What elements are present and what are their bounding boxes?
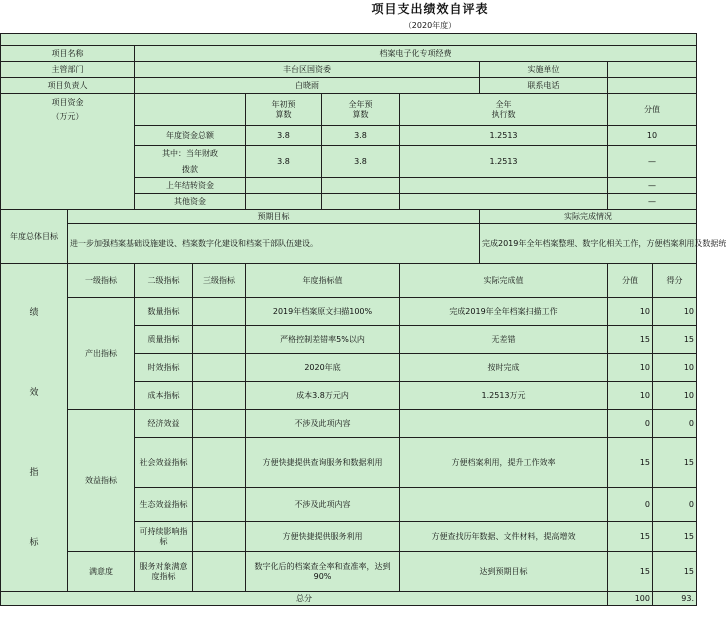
row-goal-content bbox=[1, 224, 697, 264]
funds-label bbox=[1, 94, 135, 210]
manager-value: 白晓雨 bbox=[135, 78, 480, 94]
weight-header: 分值 bbox=[608, 264, 653, 298]
row-project-name bbox=[1, 46, 697, 62]
ind-weight: 0 bbox=[608, 488, 653, 522]
department-value: 丰台区国资委 bbox=[135, 62, 480, 78]
funds-label-line1: 项目资金 bbox=[51, 98, 84, 107]
ind-actual: 方便查找历年数据、文件材料，提高增效 bbox=[400, 522, 608, 552]
indicator-row bbox=[1, 298, 697, 326]
manager-label: 项目负责人 bbox=[1, 78, 135, 94]
carryover-exec bbox=[400, 178, 608, 194]
spacer bbox=[1, 34, 697, 46]
ind-score: 15 bbox=[653, 326, 697, 354]
indicator-row bbox=[1, 410, 697, 438]
project-name-label: 项目名称 bbox=[1, 46, 135, 62]
ind-l2: 成本指标 bbox=[135, 382, 193, 410]
ind-score: 10 bbox=[653, 354, 697, 382]
expected-goal-text: 进一步加强档案基础设施建设、档案数字化建设和档案干部队伍建设。 bbox=[68, 224, 480, 264]
ind-l2: 质量指标 bbox=[135, 326, 193, 354]
carryover-label: 上年结转资金 bbox=[135, 178, 246, 194]
lvl3-header: 三级指标 bbox=[193, 264, 246, 298]
year-start-header bbox=[246, 94, 322, 126]
ind-l2: 可持续影响指标 bbox=[135, 522, 193, 552]
total-exec: 1.2513 bbox=[400, 126, 608, 146]
ind-l2: 数量指标 bbox=[135, 298, 193, 326]
ind-weight: 15 bbox=[608, 326, 653, 354]
carryover-year-start bbox=[246, 178, 322, 194]
other-funds-label: 其他资金 bbox=[135, 194, 246, 210]
row-department bbox=[1, 62, 697, 78]
lvl2-header: 二级指标 bbox=[135, 264, 193, 298]
fiscal-exec: 1.2513 bbox=[400, 146, 608, 178]
fiscal-full-year: 3.8 bbox=[322, 146, 400, 178]
total-weight: 100 bbox=[608, 592, 653, 606]
total-score: 93. bbox=[653, 592, 697, 606]
phone-value bbox=[608, 78, 697, 94]
ind-actual: 方便档案利用，提升工作效率 bbox=[400, 438, 608, 488]
ind-l2: 经济效益 bbox=[135, 410, 193, 438]
department-label: 主管部门 bbox=[1, 62, 135, 78]
ind-weight: 15 bbox=[608, 522, 653, 552]
ind-weight: 10 bbox=[608, 354, 653, 382]
report-year: （2020年度） bbox=[403, 21, 457, 30]
ind-actual bbox=[400, 488, 608, 522]
other-exec bbox=[400, 194, 608, 210]
project-name-value: 档案电子化专项经费 bbox=[135, 46, 697, 62]
row-total bbox=[1, 592, 697, 606]
ind-score: 10 bbox=[653, 382, 697, 410]
row-funds-header bbox=[1, 94, 697, 126]
satisfaction-label: 满意度 bbox=[68, 552, 135, 592]
full-year-line1: 全年预 bbox=[348, 99, 373, 109]
ind-score: 15 bbox=[653, 438, 697, 488]
ind-score: 10 bbox=[653, 298, 697, 326]
annual-goal-label: 年度总体目标 bbox=[1, 210, 68, 264]
exec-line2: 执行数 bbox=[491, 109, 516, 119]
funds-label-line2: （万元） bbox=[51, 112, 84, 121]
full-year-header bbox=[322, 94, 400, 126]
ind-target: 2020年底 bbox=[246, 354, 400, 382]
effect-indicator-label: 效益指标 bbox=[68, 410, 135, 552]
ind-l2: 生态效益指标 bbox=[135, 488, 193, 522]
ind-l3 bbox=[193, 438, 246, 488]
ind-actual: 按时完成 bbox=[400, 354, 608, 382]
ind-weight: 15 bbox=[608, 438, 653, 488]
implementer-value bbox=[608, 62, 697, 78]
ind-score: 0 bbox=[653, 410, 697, 438]
row-indicator-header bbox=[1, 264, 697, 298]
ind-actual: 完成2019年全年档案扫描工作 bbox=[400, 298, 608, 326]
row-manager bbox=[1, 78, 697, 94]
ind-label-1: 绩 bbox=[29, 307, 39, 318]
ind-l3 bbox=[193, 382, 246, 410]
ind-score: 15 bbox=[653, 522, 697, 552]
fiscal-label bbox=[135, 146, 246, 178]
indicator-row bbox=[1, 552, 697, 592]
fiscal-year-start: 3.8 bbox=[246, 146, 322, 178]
other-score: — bbox=[608, 194, 697, 210]
annual-value-header: 年度指标值 bbox=[246, 264, 400, 298]
ind-target: 方便快捷提供服务利用 bbox=[246, 522, 400, 552]
total-year-start: 3.8 bbox=[246, 126, 322, 146]
ind-target: 不涉及此项内容 bbox=[246, 410, 400, 438]
ind-l3 bbox=[193, 552, 246, 592]
ind-l3 bbox=[193, 298, 246, 326]
ind-label-4: 标 bbox=[29, 537, 39, 548]
actual-status-header: 实际完成情况 bbox=[480, 210, 697, 224]
ind-l3 bbox=[193, 354, 246, 382]
ind-target: 成本3.8万元内 bbox=[246, 382, 400, 410]
total-full-year: 3.8 bbox=[322, 126, 400, 146]
ind-weight: 10 bbox=[608, 298, 653, 326]
other-full-year bbox=[322, 194, 400, 210]
implementer-label: 实施单位 bbox=[480, 62, 608, 78]
year-start-line2: 算数 bbox=[275, 109, 292, 119]
ind-l3 bbox=[193, 326, 246, 354]
fiscal-line2: 拨款 bbox=[182, 164, 198, 174]
ind-target: 2019年档案原文扫描100% bbox=[246, 298, 400, 326]
fiscal-score: — bbox=[608, 146, 697, 178]
actual-value-header: 实际完成值 bbox=[400, 264, 608, 298]
ind-actual: 达到预期目标 bbox=[400, 552, 608, 592]
spacer-row bbox=[1, 34, 697, 46]
output-indicator-label: 产出指标 bbox=[68, 298, 135, 410]
ind-weight: 10 bbox=[608, 382, 653, 410]
ind-score: 0 bbox=[653, 488, 697, 522]
phone-label: 联系电话 bbox=[480, 78, 608, 94]
other-year-start bbox=[246, 194, 322, 210]
ind-l3 bbox=[193, 410, 246, 438]
row-goal-header bbox=[1, 210, 697, 224]
fiscal-line1: 其中：当年财政 bbox=[162, 148, 218, 158]
actual-status-text: 完成2019年全年档案整理、数字化相关工作，方便档案利用及数据统 bbox=[480, 224, 697, 264]
ind-label-3: 指 bbox=[29, 467, 39, 478]
report-title: 项目支出绩效自评表 bbox=[371, 2, 489, 16]
ind-l2: 社会效益指标 bbox=[135, 438, 193, 488]
indicator-side-label bbox=[1, 264, 68, 592]
ind-score: 15 bbox=[653, 552, 697, 592]
carryover-full-year bbox=[322, 178, 400, 194]
ind-actual: 1.2513万元 bbox=[400, 382, 608, 410]
self-evaluation-table bbox=[0, 33, 726, 606]
total-label: 总分 bbox=[1, 592, 608, 606]
ind-label-2: 效 bbox=[29, 387, 39, 398]
total-score: 10 bbox=[608, 126, 697, 146]
lvl1-header: 一级指标 bbox=[68, 264, 135, 298]
ind-actual: 无差错 bbox=[400, 326, 608, 354]
ind-l2: 时效指标 bbox=[135, 354, 193, 382]
ind-l2: 服务对象满意度指标 bbox=[135, 552, 193, 592]
carryover-score: — bbox=[608, 178, 697, 194]
ind-target: 方便快捷提供查询服务和数据利用 bbox=[246, 438, 400, 488]
ind-l3 bbox=[193, 522, 246, 552]
ind-weight: 15 bbox=[608, 552, 653, 592]
exec-header bbox=[400, 94, 608, 126]
total-funds-label: 年度资金总额 bbox=[135, 126, 246, 146]
ind-target: 数字化后的档案查全率和查准率，达到90% bbox=[246, 552, 400, 592]
expected-goal-header: 预期目标 bbox=[68, 210, 480, 224]
ind-weight: 0 bbox=[608, 410, 653, 438]
score-header: 分值 bbox=[608, 94, 697, 126]
ind-actual bbox=[400, 410, 608, 438]
got-header: 得分 bbox=[653, 264, 697, 298]
exec-line1: 全年 bbox=[495, 99, 512, 109]
ind-target: 严格控制差错率5%以内 bbox=[246, 326, 400, 354]
ind-l3 bbox=[193, 488, 246, 522]
year-start-line1: 年初预 bbox=[271, 99, 296, 109]
funds-blank bbox=[135, 94, 246, 126]
full-year-line2: 算数 bbox=[352, 109, 369, 119]
ind-target: 不涉及此项内容 bbox=[246, 488, 400, 522]
